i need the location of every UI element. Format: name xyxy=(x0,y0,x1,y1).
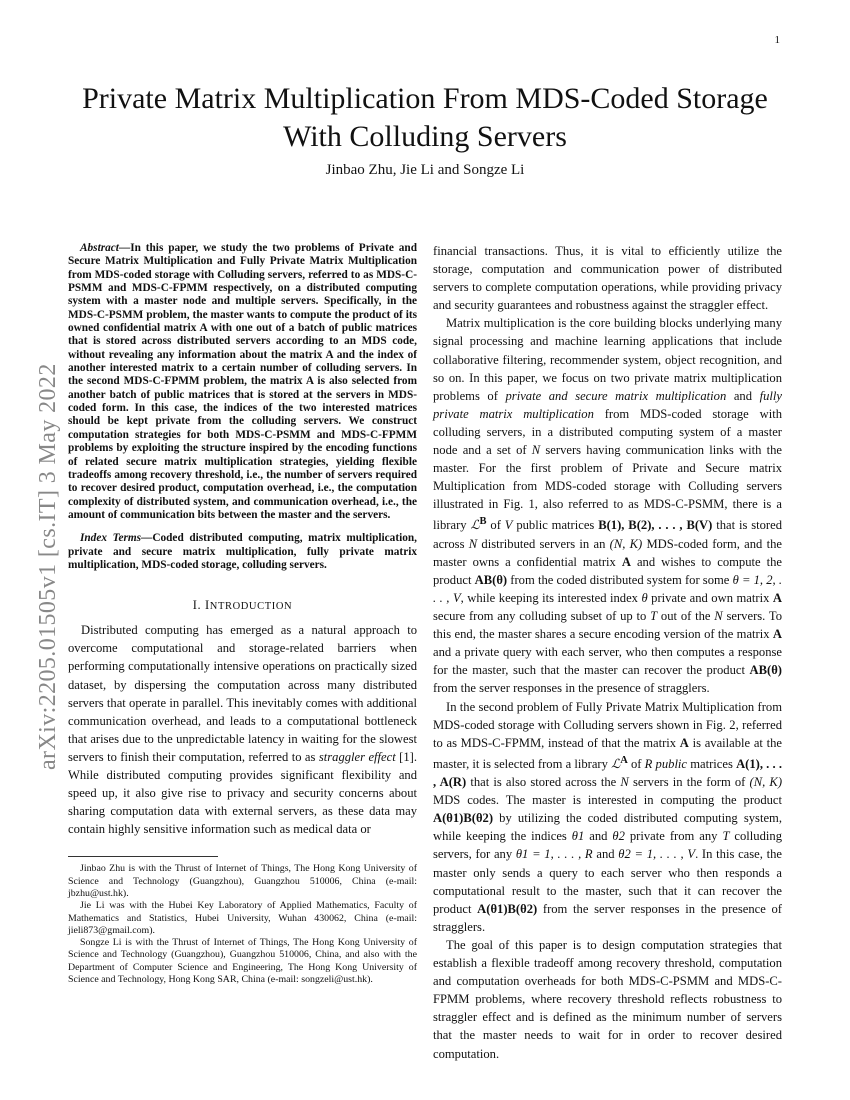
paragraph-goal: The goal of this paper is to design computation strategies that establish a flexible tradeoff among recovery threshold, computation and computation overheads for both MDS-C-PSMM and MDS-C-FPMM problems, where recovery threshold reflects robustness to straggler effect and is defined as the minimum number of servers that the master needs to wait for in order to recover desired computation. xyxy=(433,937,782,1061)
footnote-divider xyxy=(68,856,218,857)
footnote-author-2: Jie Li was with the Hubei Key Laboratory of Applied Mathematics, Faculty of Mathematics and Statistics, Hubei University, Wuhan 430062, China (e-mail: jieli873@gmail.com). xyxy=(68,900,417,936)
footnote-author-3: Songze Li is with the Thrust of Internet of Things, The Hong Kong University of Science and Technology (Guangzhou), Guangzhou 510006, China, and also with the Department of Computer Science and Engineering, The Hong Kong University of Science and Technology, Hong Kong SAR, China (e-mail: songzeli@ust.hk). xyxy=(68,937,417,986)
paper-title: Private Matrix Multiplication From MDS-Coded Storage With Colluding Servers xyxy=(82,82,768,153)
right-column xyxy=(433,242,782,1063)
index-terms-lead: Index Terms xyxy=(80,532,142,545)
abstract xyxy=(68,242,417,522)
left-column xyxy=(68,242,417,986)
continued-paragraph: financial transactions. Thus, it is vital to efficiently utilize the storage, computation and communication power of distributed servers to complete computation operations, while providing privacy and security guarantees and robustness against the straggler effect. xyxy=(433,244,782,313)
footnote-author-1: Jinbao Zhu is with the Thrust of Internet of Things, The Hong Kong University of Science and Technology (Guangzhou), Guangzhou 510006, China (e-mail: jbzhu@ust.hk). xyxy=(68,863,417,899)
arxiv-identifier-stamp: arXiv:2205.01505v1 [cs.IT] 3 May 2022 xyxy=(35,363,61,770)
index-terms-text: —Coded distributed computing, matrix multiplication, private and secure matrix multiplication, fully private matrix multiplication, MDS-coded storage, colluding servers. xyxy=(68,532,417,571)
page-number: 1 xyxy=(774,34,780,46)
intro-paragraph: Distributed computing has emerged as a natural approach to overcome computational and storage-related barriers when performing computationally intensive operations on practically sized dataset, by dispersing the computation across many distributed servers that operate in parallel. This inevitably comes with additional communication overhead, and leads to a computational bottleneck that arises due to the unpredictable latency in waiting for the slowest servers to finish their computation, referred to as straggler effect [1]. While distributed computing provides significant flexibility and speed up, it also give rise to privacy and security concerns about sharing computation data with external servers, as these data may contain highly sensitive information such as medical data or xyxy=(68,623,417,837)
index-terms xyxy=(68,532,417,572)
abstract-lead: Abstract xyxy=(80,242,119,254)
abstract-text: —In this paper, we study the two problems of Private and Secure Matrix Multiplication and Fully Private Matrix Multiplication from MDS-coded storage with Colluding servers, referred to as MDS-C-PSMM and MDS-C-FPMM respectively, on a distributed computing system with a master node and multiple servers. Specifically, in the MDS-C-PSMM problem, the master wants to compute the product of its owned confidential matrix A with one out of a batch of public matrices that is stored across distributed servers according to an MDS code, without revealing any information about the matrix A and the index of another interested matrix to a certain number of colluding servers. In the second MDS-C-FPMM problem, the matrix A is also selected from another batch of public matrices that is stored at the servers in MDS-coded form. In this case, the indices of the two interested matrices should be kept private from the colluding servers. We construct computation strategies for both MDS-C-PSMM and MDS-C-FPMM problems by exploiting the structure inspired by the encoding functions of related secure matrix multiplication strategies, yielding flexible tradeoffs among recovery threshold, i.e., the number of servers required to recover desired product, computation overhead, i.e., the computation complexity of distributed system, and communication overhead, i.e., the amount of communication bits between the master and the servers. xyxy=(68,242,417,521)
footnotes xyxy=(68,863,417,986)
paragraph-problem-statement: Matrix multiplication is the core building blocks underlying many signal processing and machine learning applications that include collaborative filtering, recommender system, object recognition, and so on. In this paper, we focus on two private matrix multiplication problems of private and secure matrix multiplication and fully private matrix multiplication from MDS-coded storage with colluding servers, in a distributed computing system of a master node and a set of N servers having communication links with the master. For the first problem of Private and Secure matrix Multiplication from MDS-coded storage with Colluding servers illustrated in Fig. 1, also referred to as MDS-C-PSMM, there is a library ℒ$^B$ of V public matrices B(1), B(2), . . . , B(V) that is stored across N distributed servers in an (N, K) MDS-coded form, and the master owns a confidential matrix A and wishes to compute the product AB(θ) from the coded distributed system for some θ = 1, 2, . . . , V, while keeping its interested index θ private and own matrix A secure from any colluding subset of up to T out of the N servers. To this end, the master shares a secure encoding version of the matrix A and a private query with each server, who then computes a response for the master, such that the master can recover the product AB(θ) from the server responses in the presence of stragglers. xyxy=(433,316,782,696)
section-heading-introduction: I. INTRODUCTION xyxy=(192,598,293,613)
paragraph-second-problem: In the second problem of Fully Private Matrix Multiplication from MDS-coded storage with Colluding servers shown in Fig. 2, referred to as MDS-C-FPMM, instead of that the matrix A is available at the master, it is selected from a library ℒ$^A$ of R public matrices A(1), . . . , A(R) that is also stored across the N servers in the form of (N, K) MDS codes. The master is interested in computing the product A(θ1)B(θ2) by utilizing the coded distributed computing system, while keeping the indices θ1 and θ2 private from any T colluding servers, for any θ1 = 1, . . . , R and θ2 = 1, . . . , V. In this case, the master only sends a query to each server who then responds a computational result to the master, such that it can recover the product A(θ1)B(θ2) from the server responses in the presence of stragglers. xyxy=(433,699,783,934)
author-list: Jinbao Zhu, Jie Li and Songze Li xyxy=(325,162,525,178)
